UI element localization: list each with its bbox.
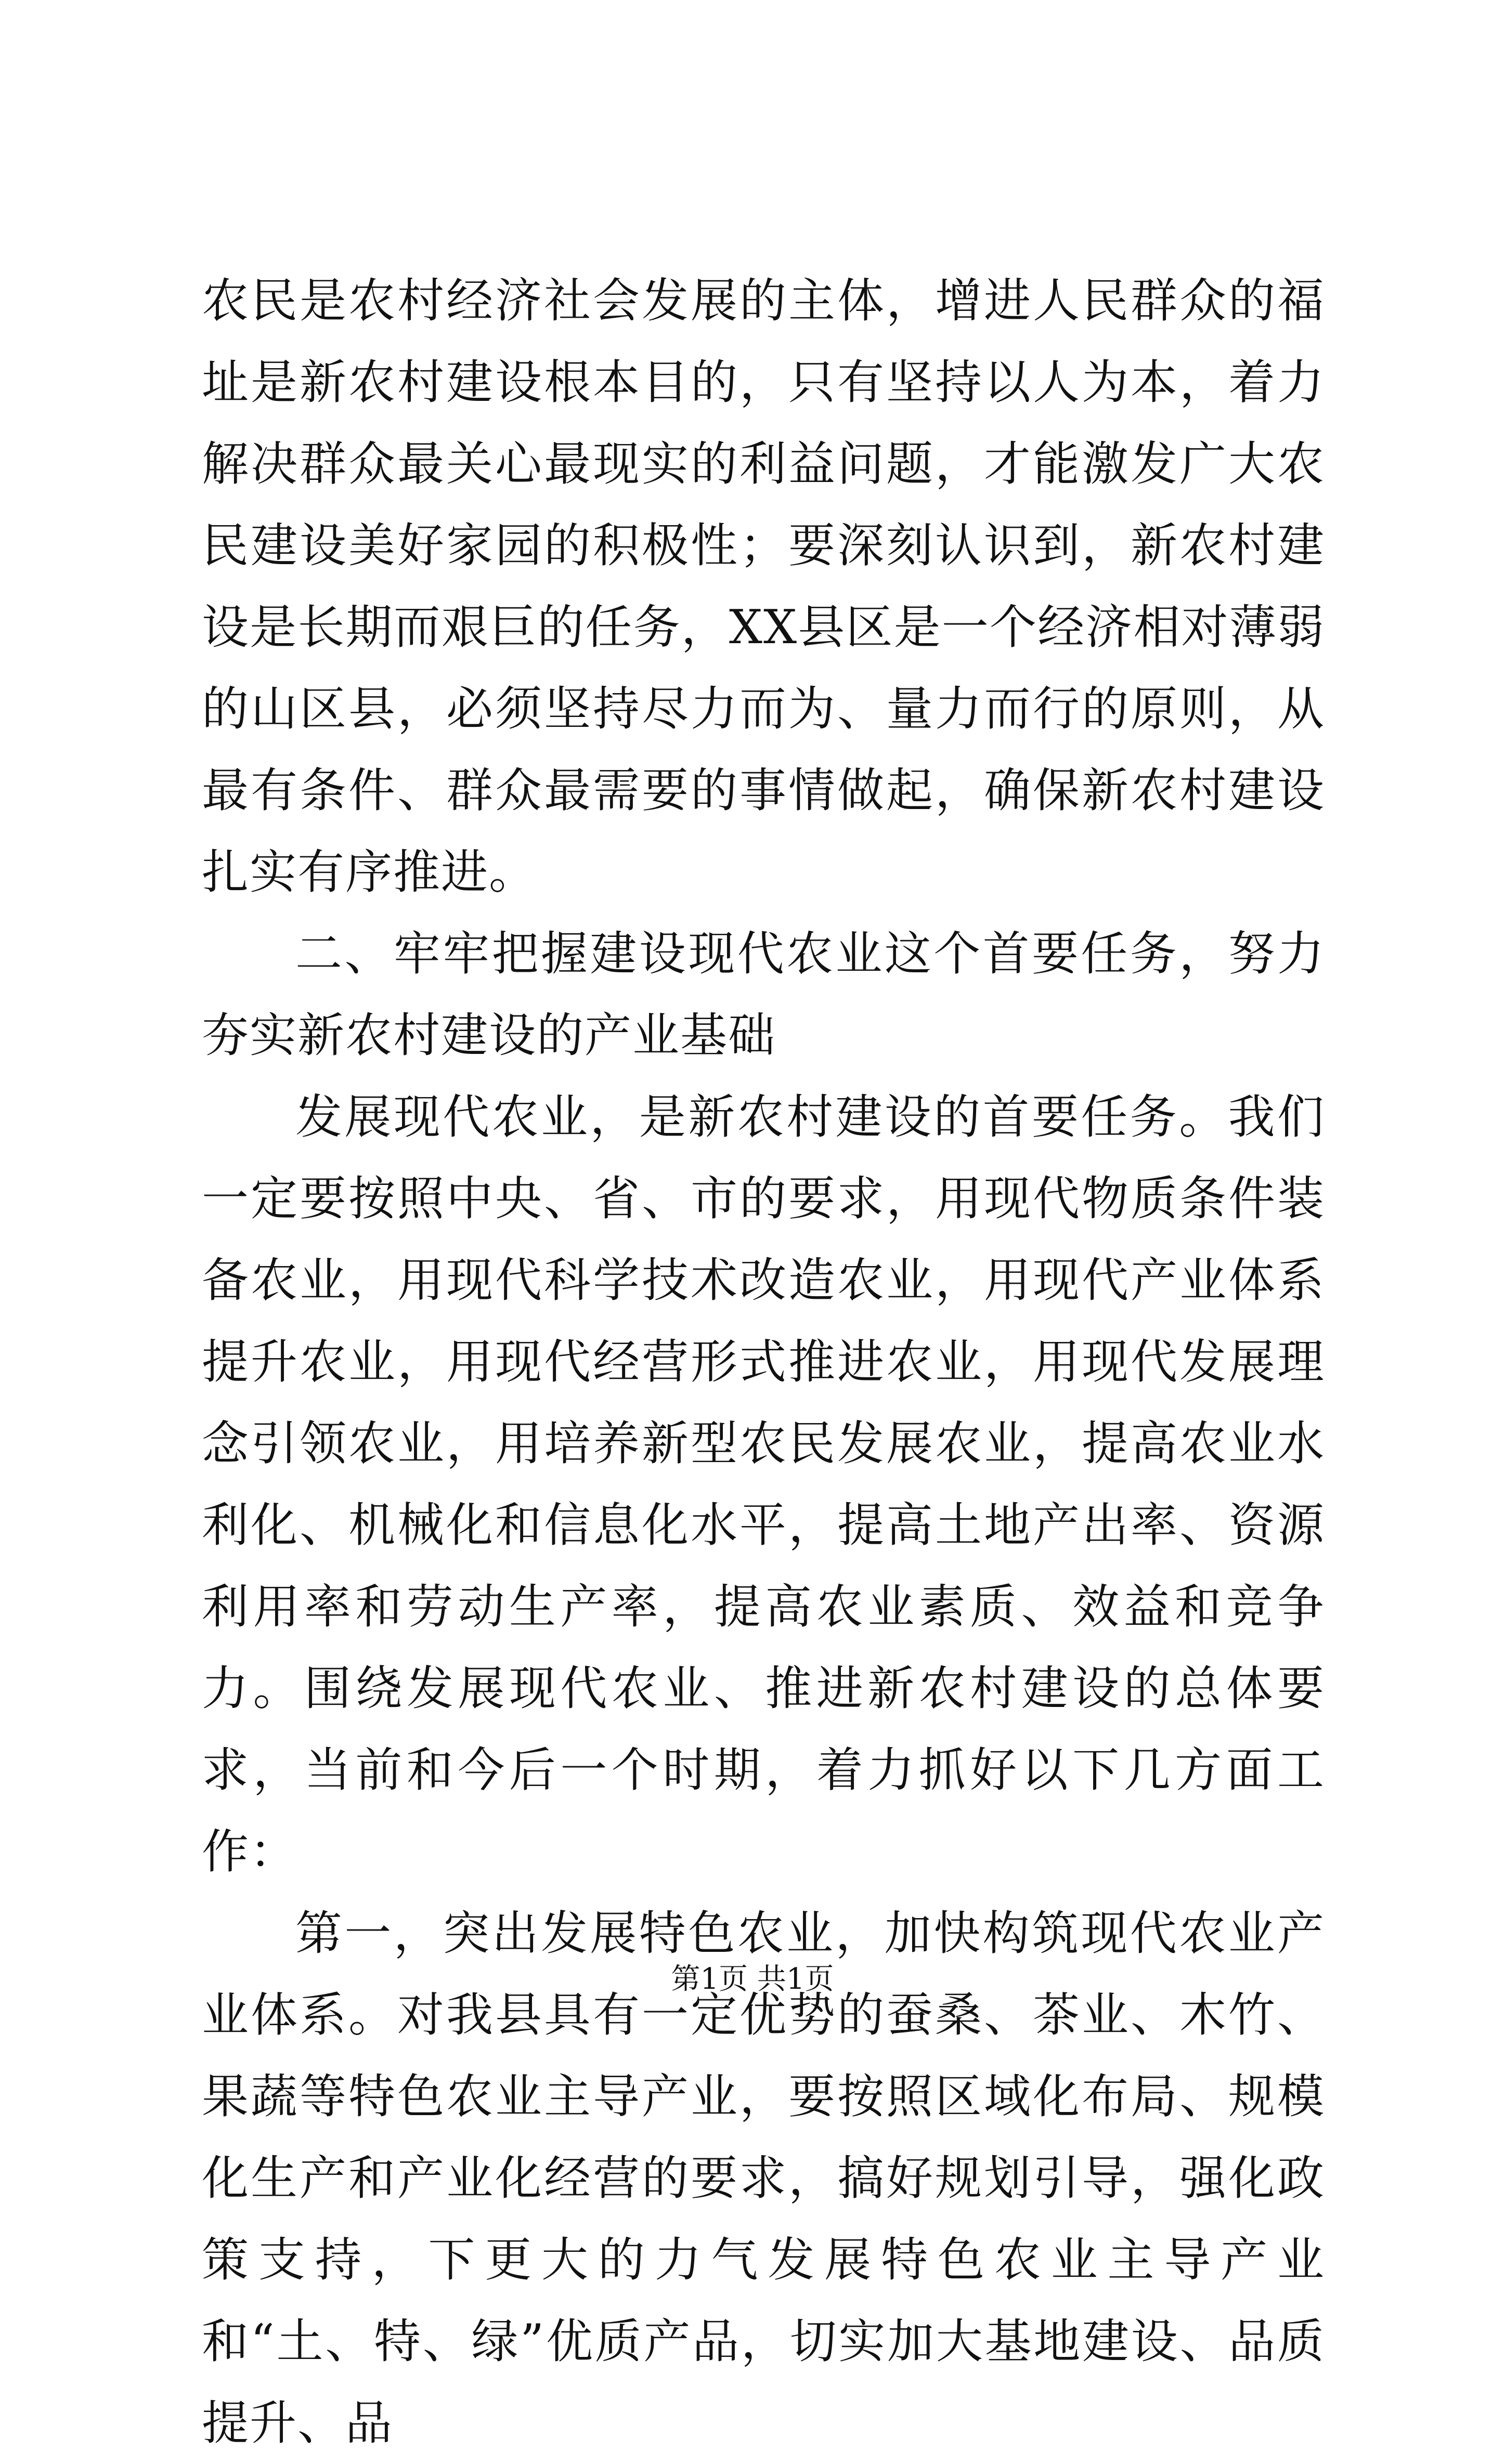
- page-footer: 第1页 共1页: [671, 1962, 834, 1996]
- section-heading: 二、牢牢把握建设现代农业这个首要任务，努力夯实新农村建设的产业基础: [202, 927, 1325, 1063]
- paragraph: 发展现代农业，是新农村建设的首要任务。我们一定要按照中央、省、市的要求，用现代物质条件装备农业，用现代科学技术改造农业，用现代产业体系提升农业，用现代经营形式推进农业，用现代发展理念引领农业，用培养新型农民发展农业，提高农业水利化、机械化和信息化水平，提高土地产出率、资源利用率和劳动生产率，提高农业素质、效益和竞争力。围绕发展现代农业、推进新农村建设的总体要求，当前和今后一个时期，着力抓好以下几方面工作：: [202, 1090, 1325, 1879]
- paragraph-continuation: 农民是农村经济社会发展的主体，增进人民群众的福址是新农村建设根本目的，只有坚持以人为本，着力解决群众最关心最现实的利益问题，才能激发广大农民建设美好家园的积极性；要深刻认识到，新农村建设是长期而艰巨的任务，XX县区是一个经济相对薄弱的山区县，必须坚持尽力而为、量力而行的原则，从最有条件、群众最需要的事情做起，确保新农村建设扎实有序推进。: [202, 273, 1325, 899]
- paragraph: 第一，突出发展特色农业，加快构筑现代农业产业体系。对我县具有一定优势的蚕桑、茶业、木竹、果蔬等特色农业主导产业，要按照区域化布局、规模化生产和产业化经营的要求，搞好规划引导，强化政策支持，下更大的力气发展特色农业主导产业和“土、特、绿”优质产品，切实加大基地建设、品质提升、品: [202, 1906, 1325, 2450]
- document-body: [202, 260, 1325, 2464]
